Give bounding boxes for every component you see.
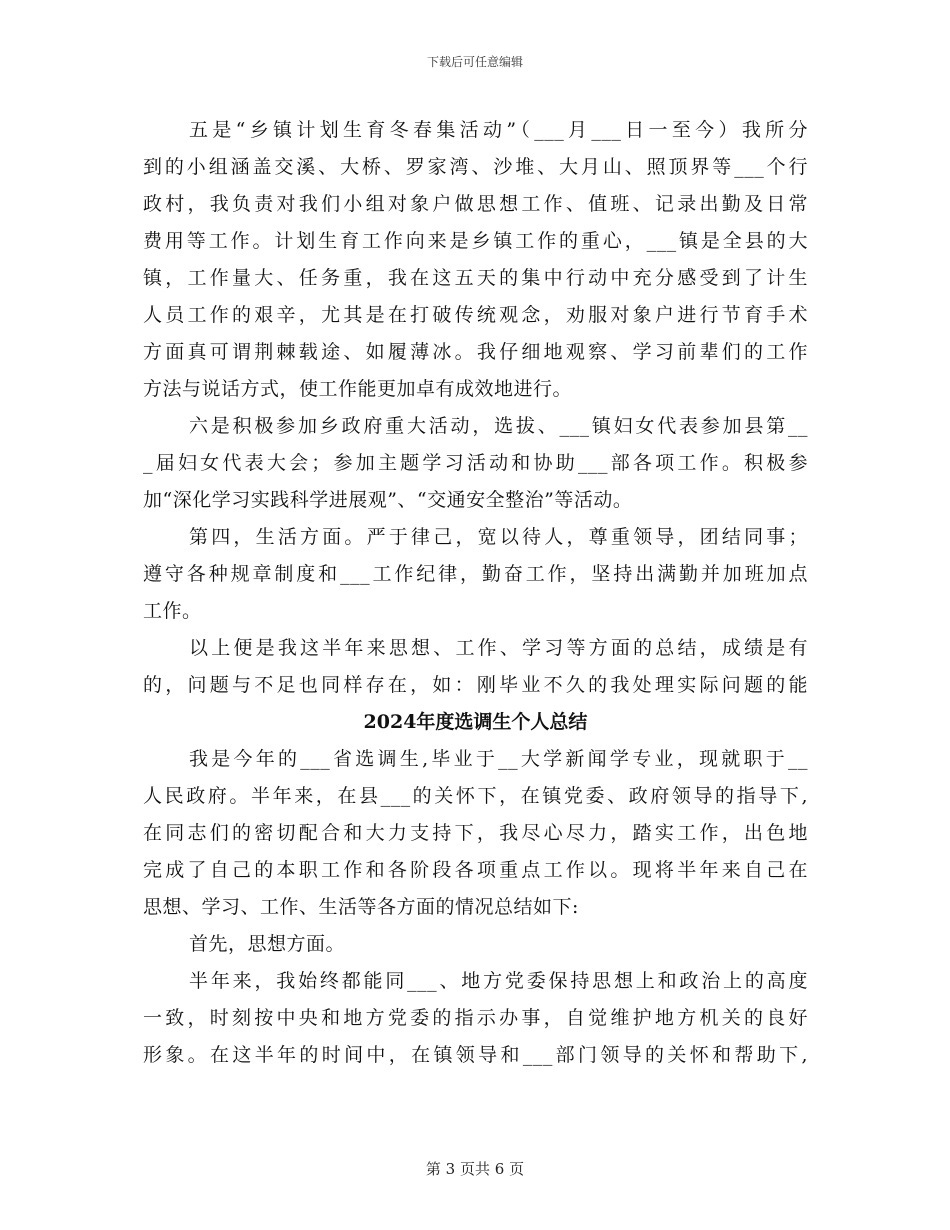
text-line: 六是积极参加乡政府重大活动，选拔、___镇妇女代表参加县第__ [189, 415, 808, 437]
body-section-1 [143, 112, 808, 704]
text-line: 到的小组涵盖交溪、大桥、罗家湾、沙堆、大月山、照顶界等___个行 [143, 156, 808, 178]
text-line: 五是“乡镇计划生育冬春集活动”（___月___日一至今）我所分 [189, 119, 808, 141]
text-line: 的，问题与不足也同样存在，如：刚毕业不久的我处理实际问题的能 [143, 674, 808, 696]
document-title: 2024年度选调生个人总结 [363, 711, 588, 733]
document-body [143, 112, 808, 1074]
text-line: 形象。在这半年的时间中，在镇领导和___部门领导的关怀和帮助下, [143, 1044, 808, 1066]
text-line: 一致，时刻按中央和地方党委的指示办事，自觉维护地方机关的良好 [143, 1007, 808, 1029]
text-line: 方法与说话方式，使工作能更加卓有成效地进行。 [143, 378, 573, 400]
text-line: 人民政府。半年来，在县___的关怀下，在镇党委、政府领导的指导下, [143, 785, 808, 807]
page-header: 下载后可任意编辑 [426, 55, 523, 69]
text-line: 在同志们的密切配合和大力支持下，我尽心尽力，踏实工作，出色地 [143, 822, 808, 844]
text-line: 我是今年的___省选调生,毕业于__大学新闻学专业，现就职于__ [189, 748, 808, 770]
body-section-2 [143, 741, 808, 1074]
text-line: 政村，我负责对我们小组对象户做思想工作、值班、记录出勤及日常 [143, 193, 808, 215]
text-line: 遵守各种规章制度和___工作纪律，勤奋工作，坚持出满勤并加班加点 [143, 563, 808, 585]
text-line: 以上便是我这半年来思想、工作、学习等方面的总结，成绩是有 [189, 637, 808, 659]
text-line: 加“深化学习实践科学进展观”、“交通安全整治”等活动。 [143, 489, 633, 511]
text-line: 第四，生活方面。严于律己，宽以待人，尊重领导，团结同事； [189, 526, 808, 548]
text-line: 首先，思想方面。 [189, 933, 346, 955]
text-line: 半年来，我始终都能同___、地方党委保持思想上和政治上的高度 [189, 970, 808, 992]
text-line: 镇，工作量大、任务重，我在这五天的集中行动中充分感受到了计生 [143, 267, 808, 289]
text-line: _届妇女代表大会；参加主题学习活动和协助___部各项工作。积极参 [143, 452, 808, 474]
text-line: 方面真可谓荆棘载途、如履薄冰。我仔细地观察、学习前辈们的工作 [143, 341, 808, 363]
text-line: 人员工作的艰辛，尤其是在打破传统观念，劝服对象户进行节育手术 [143, 304, 808, 326]
text-line: 费用等工作。计划生育工作向来是乡镇工作的重心，___镇是全县的大 [143, 230, 808, 252]
text-line: 完成了自己的本职工作和各阶段各项重点工作以。现将半年来自己在 [143, 859, 808, 881]
page-footer: 第 3 页共 6 页 [425, 1160, 525, 1178]
text-line: 思想、学习、工作、生活等各方面的情况总结如下: [143, 896, 579, 918]
text-line: 工作。 [143, 600, 202, 622]
